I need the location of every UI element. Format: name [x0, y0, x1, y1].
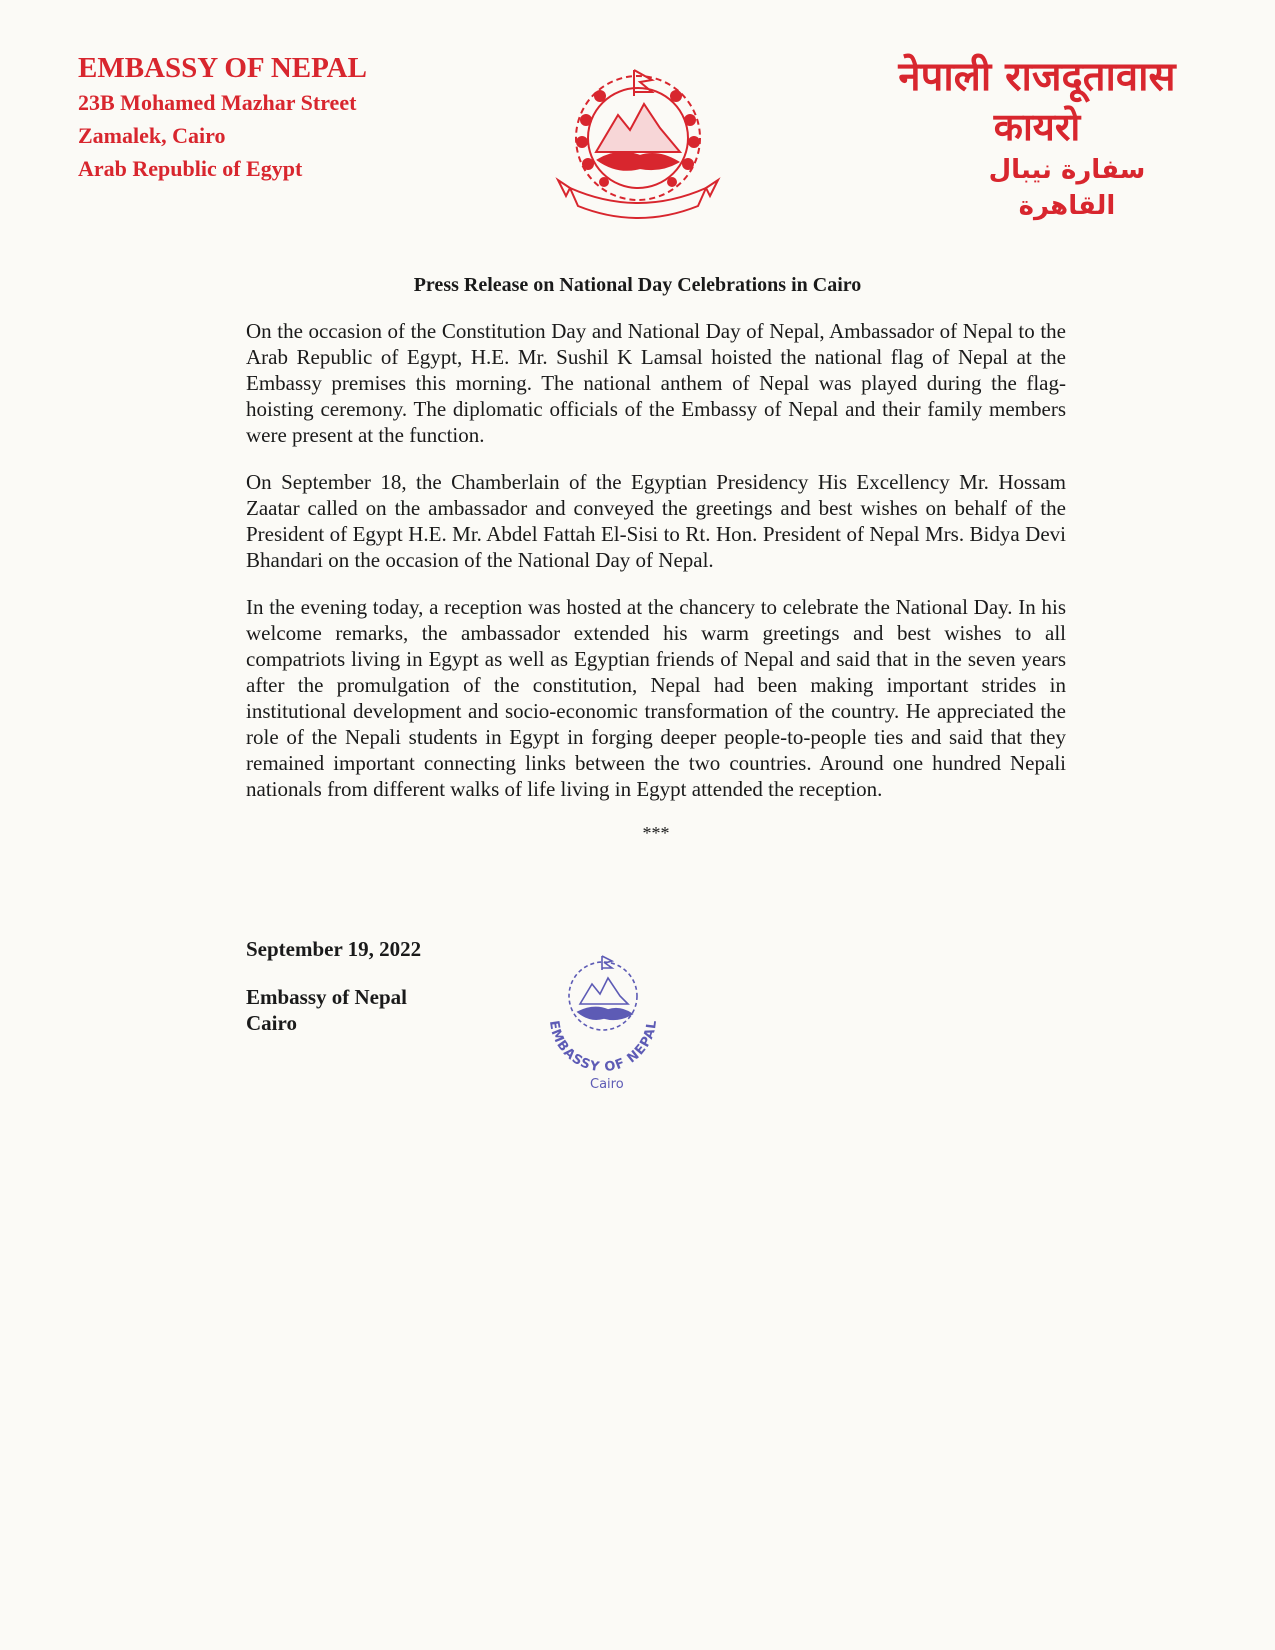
document-title: Press Release on National Day Celebrations in Cairo	[413, 274, 862, 296]
release-date: September 19, 2022	[246, 937, 422, 961]
seal-ring-text: EMBASSY OF NEPAL	[545, 1018, 661, 1076]
signature-line-2: Cairo	[246, 1011, 297, 1035]
address-line-1: 23B Mohamed Mazhar Street	[78, 90, 357, 115]
embassy-seal-icon	[528, 948, 678, 1098]
arabic-embassy-name: سفارة نيبال	[988, 155, 1146, 185]
address-line-2: Zamalek, Cairo	[78, 123, 226, 148]
paragraph-1: On the occasion of the Constitution Day and National Day of Nepal, Ambassador of Nepal to the Arab Republic of Egypt, H.E. Mr. Sushil K Lamsal hoisted the national flag of Nepal at the Embassy premises this morning. The national anthem of Nepal was played during the flag-hoisting ceremony. The diplomatic officials of the Embassy of Nepal and their family members were present at the function.	[246, 319, 1066, 447]
section-separator: ***	[642, 823, 670, 843]
address-line-3: Arab Republic of Egypt	[78, 156, 303, 181]
nepali-embassy-name: नेपाली राजदूतावास	[898, 54, 1176, 100]
paragraph-3: In the evening today, a reception was hosted at the chancery to celebrate the National Day. In his welcome remarks, the ambassador extended his warm greetings and best wishes to all compatriots living in Egypt as well as Egyptian friends of Nepal and said that in the seven years after the promulgation of the constitution, Nepal had been making important strides in institutional development and socio-economic transformation of the country. He appreciated the role of the Nepali students in Egypt in forging deeper people-to-people ties and said that they remained important connecting links between the two countries. Around one hundred Nepali nationals from different walks of life living in Egypt attended the reception.	[246, 595, 1066, 801]
letterhead-native	[877, 52, 1197, 224]
document-body	[246, 318, 1066, 870]
embassy-name: EMBASSY OF NEPAL	[78, 52, 367, 84]
signature-line-1: Embassy of Nepal	[246, 985, 408, 1009]
nepali-city-name: कायरो	[993, 105, 1081, 149]
paragraph-2: On September 18, the Chamberlain of the Egyptian Presidency His Excellency Mr. Hossam Zaatar called on the ambassador and conveyed the greetings and best wishes on behalf of the President of Egypt H.E. Mr. Abdel Fattah El-Sisi to Rt. Hon. President of Nepal Mrs. Bidya Devi Bhandari on the occasion of the National Day of Nepal.	[246, 470, 1066, 572]
arabic-city-name: القاهرة	[1018, 191, 1116, 221]
signature-block	[246, 936, 421, 1036]
letterhead-english	[78, 50, 367, 185]
seal-city-text: Cairo	[590, 1077, 624, 1092]
nepal-coat-of-arms-icon	[548, 60, 728, 228]
svg-text:EMBASSY OF NEPAL	[546, 1019, 660, 1076]
